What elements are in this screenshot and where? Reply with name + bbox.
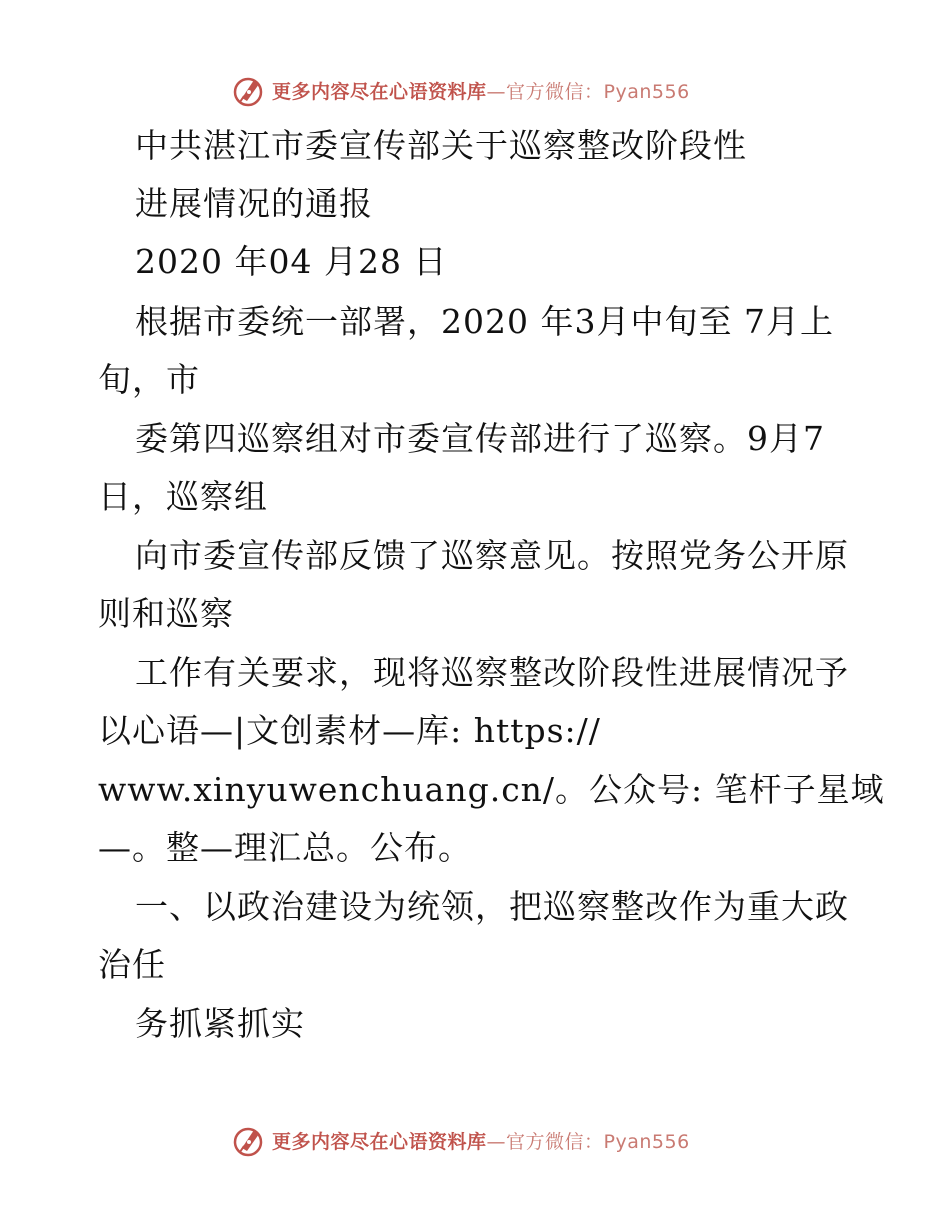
header-banner bbox=[232, 70, 690, 110]
footer-banner-text bbox=[272, 1127, 690, 1154]
doc-paragraph-line: 委第四巡察组对市委宣传部进行了巡察。9月7 bbox=[135, 419, 825, 458]
pen-nib-logo-icon bbox=[232, 1122, 268, 1158]
doc-paragraph-line: 则和巡察 bbox=[98, 594, 234, 633]
doc-heading-line: 治任 bbox=[98, 945, 166, 984]
header-banner-lead: 更多内容尽在心语资料库 bbox=[272, 80, 487, 103]
doc-heading-line: 一、以政治建设为统领，把巡察整改作为重大政 bbox=[135, 887, 849, 926]
doc-paragraph-line: 工作有关要求，现将巡察整改阶段性进展情况予 bbox=[135, 653, 849, 692]
doc-paragraph-line: www.xinyuwenchuang.cn/。公众号: 笔杆子星域 bbox=[98, 770, 885, 809]
footer-banner bbox=[232, 1120, 690, 1160]
doc-paragraph-line: 日，巡察组 bbox=[98, 477, 268, 516]
footer-banner-tail: —官方微信：Pyan556 bbox=[486, 1130, 690, 1153]
doc-title-line-2: 进展情况的通报 bbox=[135, 184, 373, 223]
doc-heading-line: 务抓紧抓实 bbox=[135, 1004, 305, 1043]
doc-paragraph-line: 以心语—|文创素材—库: https:// bbox=[98, 711, 601, 750]
doc-date: 2020 年04 月28 日 bbox=[135, 242, 448, 281]
doc-title-line-1: 中共湛江市委宣传部关于巡察整改阶段性 bbox=[135, 126, 747, 165]
header-banner-text bbox=[272, 77, 690, 104]
doc-paragraph-line: —。整—理汇总。公布。 bbox=[98, 828, 472, 867]
footer-banner-lead: 更多内容尽在心语资料库 bbox=[272, 1130, 487, 1153]
doc-paragraph-line: 向市委宣传部反馈了巡察意见。按照党务公开原 bbox=[135, 536, 849, 575]
doc-paragraph-line: 根据市委统一部署，2020 年3月中旬至 7月上 bbox=[135, 302, 834, 341]
header-banner-tail: —官方微信：Pyan556 bbox=[486, 80, 690, 103]
pen-nib-logo-icon bbox=[232, 72, 268, 108]
doc-paragraph-line: 旬，市 bbox=[98, 360, 200, 399]
